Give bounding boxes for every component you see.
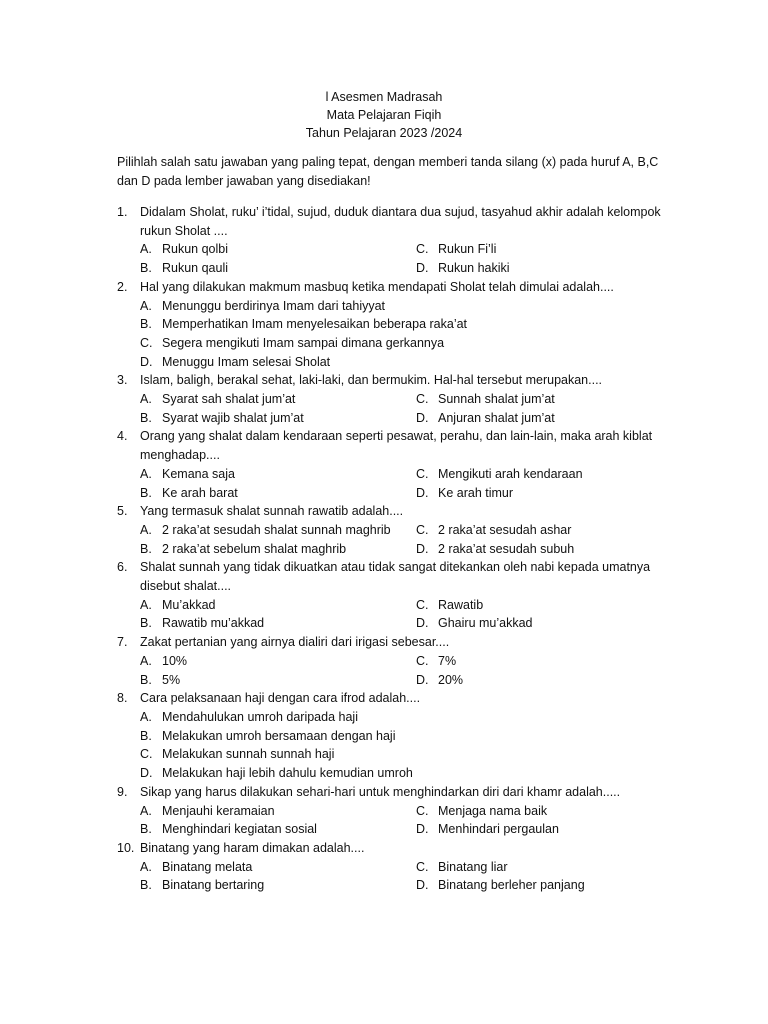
answer-option	[416, 259, 510, 278]
answer-option	[416, 409, 555, 428]
question-text: Yang termasuk shalat sunnah rawatib adalah....	[140, 504, 404, 519]
option-row	[140, 802, 677, 821]
option-letter: C.	[416, 859, 429, 874]
option-letter: C.	[416, 466, 429, 481]
question-5	[117, 502, 677, 558]
option-text: 2 raka’at sesudah subuh	[438, 541, 575, 556]
answer-option	[140, 614, 416, 633]
option-text: Melakukan umroh bersamaan dengan haji	[162, 728, 396, 743]
option-text: Rukun hakiki	[438, 261, 510, 276]
option-letter: D.	[140, 766, 153, 781]
answer-option	[140, 540, 416, 559]
option-row	[140, 334, 677, 353]
question-text: Didalam Sholat, ruku’ i’tidal, sujud, duduk diantara dua sujud, tasyahud akhir adalah kelompok rukun Sholat ....	[140, 205, 661, 238]
answer-option	[416, 240, 496, 259]
option-text: Syarat sah shalat jum’at	[162, 392, 296, 407]
option-row	[140, 858, 677, 877]
option-text: Rukun Fi’li	[438, 242, 497, 257]
answer-option	[140, 652, 416, 671]
answer-option	[140, 596, 416, 615]
answer-option	[140, 315, 660, 334]
option-text: 5%	[162, 672, 181, 687]
answer-option	[416, 596, 483, 615]
option-letter: C.	[416, 392, 429, 407]
option-text: Rukun qauli	[162, 261, 229, 276]
option-text: Menjauhi keramaian	[162, 803, 275, 818]
option-letter: B.	[140, 672, 152, 687]
option-row	[140, 259, 677, 278]
option-text: Rukun qolbi	[162, 242, 229, 257]
answer-option	[140, 876, 416, 895]
option-letter: A.	[140, 709, 152, 724]
option-text: Binatang bertaring	[162, 878, 265, 893]
header-school-year: Tahun Pelajaran 2023 /2024	[305, 126, 463, 140]
option-letter: B.	[140, 822, 152, 837]
option-text: Mendahulukan umroh daripada haji	[162, 709, 358, 724]
option-row	[140, 484, 677, 503]
option-letter: D.	[416, 822, 429, 837]
option-letter: A.	[140, 597, 152, 612]
option-letter: D.	[416, 878, 429, 893]
option-text: Kemana saja	[162, 466, 235, 481]
option-letter: A.	[140, 466, 152, 481]
option-text: 2 raka’at sebelum shalat maghrib	[162, 541, 347, 556]
question-1	[117, 203, 677, 278]
option-text: Rawatib mu’akkad	[162, 616, 265, 631]
option-row	[140, 540, 677, 559]
answer-option	[416, 465, 583, 484]
option-row	[140, 652, 677, 671]
option-text: Menhindari pergaulan	[438, 822, 559, 837]
answer-option	[416, 521, 571, 540]
question-number: 8.	[117, 691, 128, 706]
option-letter: B.	[140, 485, 152, 500]
answer-option	[140, 390, 416, 409]
option-row	[140, 820, 677, 839]
option-text: Ke arah barat	[162, 485, 238, 500]
question-text: Sikap yang harus dilakukan sehari-hari untuk menghindarkan diri dari khamr adalah.....	[140, 784, 621, 799]
option-letter: C.	[416, 597, 429, 612]
answer-option	[140, 708, 660, 727]
answer-options	[140, 858, 677, 895]
option-text: Segera mengikuti Imam sampai dimana gerkannya	[162, 335, 445, 350]
answer-options	[140, 802, 677, 839]
option-text: 7%	[438, 653, 457, 668]
question-8	[117, 689, 677, 783]
option-row	[140, 353, 677, 372]
option-letter: A.	[140, 298, 152, 313]
answer-option	[140, 521, 416, 540]
exam-header	[0, 88, 768, 142]
option-text: Menjaga nama baik	[438, 803, 548, 818]
option-row	[140, 390, 677, 409]
question-4	[117, 427, 677, 502]
option-letter: D.	[416, 410, 429, 425]
option-letter: A.	[140, 859, 152, 874]
option-text: Ke arah timur	[438, 485, 514, 500]
answer-option	[416, 671, 463, 690]
answer-option	[140, 465, 416, 484]
answer-option	[140, 858, 416, 877]
option-letter: D.	[140, 354, 153, 369]
answer-option	[416, 876, 585, 895]
option-row	[140, 745, 677, 764]
option-text: Menunggu berdirinya Imam dari tahiyyat	[162, 298, 386, 313]
option-row	[140, 240, 677, 259]
question-3	[117, 371, 677, 427]
question-number: 2.	[117, 279, 128, 294]
option-row	[140, 315, 677, 334]
option-letter: B.	[140, 878, 152, 893]
option-letter: D.	[416, 672, 429, 687]
option-text: Melakukan haji lebih dahulu kemudian umroh	[162, 766, 413, 781]
question-text: Orang yang shalat dalam kendaraan seperti pesawat, perahu, dan lain-lain, maka arah kiblat menghadap....	[140, 429, 653, 463]
option-letter: C.	[416, 803, 429, 818]
option-letter: D.	[416, 261, 429, 276]
answer-option	[416, 820, 559, 839]
answer-option	[140, 671, 416, 690]
answer-option	[140, 259, 416, 278]
question-number: 9.	[117, 784, 128, 799]
answer-option	[140, 240, 416, 259]
answer-option	[140, 334, 660, 353]
option-text: Binatang berleher panjang	[438, 878, 585, 893]
answer-options	[140, 297, 677, 372]
answer-options	[140, 390, 677, 427]
option-row	[140, 465, 677, 484]
option-text: Sunnah shalat jum’at	[438, 392, 555, 407]
option-letter: D.	[416, 616, 429, 631]
option-row	[140, 727, 677, 746]
option-letter: B.	[140, 261, 152, 276]
answer-option	[416, 652, 456, 671]
question-text: Shalat sunnah yang tidak dikuatkan atau tidak sangat ditekankan oleh nabi kepada umatnya disebut shalat....	[140, 560, 651, 594]
question-number: 7.	[117, 635, 128, 650]
option-text: Anjuran shalat jum’at	[438, 410, 555, 425]
answer-option	[140, 820, 416, 839]
answer-option	[416, 540, 574, 559]
answer-options	[140, 465, 677, 502]
question-7	[117, 633, 677, 689]
option-letter: A.	[140, 242, 152, 257]
option-row	[140, 876, 677, 895]
option-text: Melakukan sunnah sunnah haji	[162, 747, 335, 762]
question-2	[117, 278, 677, 372]
question-text: Binatang yang haram dimakan adalah....	[140, 840, 365, 855]
answer-option	[140, 484, 416, 503]
option-row	[140, 614, 677, 633]
answer-option	[140, 802, 416, 821]
option-text: 2 raka’at sesudah shalat sunnah maghrib	[162, 522, 391, 537]
question-number: 1.	[117, 205, 128, 219]
option-letter: B.	[140, 410, 152, 425]
option-text: Menghindari kegiatan sosial	[162, 822, 317, 837]
answer-option	[416, 614, 533, 633]
option-row	[140, 409, 677, 428]
answer-options	[140, 521, 677, 558]
question-9	[117, 783, 677, 839]
question-number: 10.	[117, 840, 135, 855]
answer-options	[140, 596, 677, 633]
question-text: Hal yang dilakukan makmum masbuq ketika mendapati Sholat telah dimulai adalah....	[140, 279, 614, 294]
option-letter: C.	[416, 242, 429, 257]
question-10	[117, 839, 677, 895]
option-text: 20%	[438, 672, 464, 687]
option-text: Binatang liar	[438, 859, 508, 874]
question-text: Cara pelaksanaan haji dengan cara ifrod adalah....	[140, 691, 421, 706]
option-letter: C.	[140, 335, 153, 350]
answer-option	[140, 764, 660, 783]
answer-option	[416, 390, 555, 409]
option-letter: A.	[140, 392, 152, 407]
option-letter: C.	[416, 653, 429, 668]
answer-option	[140, 353, 660, 372]
option-row	[140, 764, 677, 783]
answer-option	[140, 409, 416, 428]
option-row	[140, 297, 677, 316]
question-number: 3.	[117, 373, 128, 388]
option-letter: D.	[416, 541, 429, 556]
option-text: 10%	[162, 653, 188, 668]
option-letter: C.	[140, 747, 153, 762]
option-row	[140, 671, 677, 690]
answer-option	[140, 727, 660, 746]
answer-option	[416, 484, 513, 503]
option-text: Rawatib	[438, 597, 484, 612]
answer-options	[140, 708, 677, 783]
answer-options	[140, 652, 677, 689]
question-text: Islam, baligh, berakal sehat, laki-laki, dan bermukim. Hal-hal tersebut merupakan....	[140, 373, 603, 388]
option-row	[140, 521, 677, 540]
answer-option	[416, 858, 508, 877]
answer-option	[416, 802, 547, 821]
option-text: Mengikuti arah kendaraan	[438, 466, 583, 481]
option-text: Mu’akkad	[162, 597, 216, 612]
option-letter: D.	[416, 485, 429, 500]
option-text: 2 raka’at sesudah ashar	[438, 522, 572, 537]
question-number: 4.	[117, 429, 128, 444]
option-text: Memperhatikan Imam menyelesaikan beberapa raka’at	[162, 317, 468, 332]
option-letter: B.	[140, 728, 152, 743]
question-number: 5.	[117, 504, 128, 519]
option-text: Binatang melata	[162, 859, 253, 874]
option-text: Syarat wajib shalat jum’at	[162, 410, 304, 425]
option-letter: B.	[140, 616, 152, 631]
answer-options	[140, 240, 677, 277]
answer-option	[140, 297, 660, 316]
header-title: l Asesmen Madrasah	[325, 90, 443, 104]
option-letter: A.	[140, 653, 152, 668]
answer-option	[140, 745, 660, 764]
option-letter: B.	[140, 541, 152, 556]
option-text: Menuggu Imam selesai Sholat	[162, 354, 331, 369]
question-6	[117, 558, 677, 633]
option-letter: A.	[140, 803, 152, 818]
option-text: Ghairu mu’akkad	[438, 616, 533, 631]
option-row	[140, 596, 677, 615]
option-letter: C.	[416, 522, 429, 537]
question-text: Zakat pertanian yang airnya dialiri dari irigasi sebesar....	[140, 635, 450, 650]
option-letter: B.	[140, 317, 152, 332]
header-subject: Mata Pelajaran Fiqih	[326, 108, 442, 122]
option-letter: A.	[140, 522, 152, 537]
option-row	[140, 708, 677, 727]
exam-instruction: Pilihlah salah satu jawaban yang paling tepat, dengan memberi tanda silang (x) pada huruf A, B,C dan D pada lember jawaban yang disediakan!	[117, 155, 659, 188]
question-list	[117, 203, 677, 895]
question-number: 6.	[117, 560, 128, 575]
